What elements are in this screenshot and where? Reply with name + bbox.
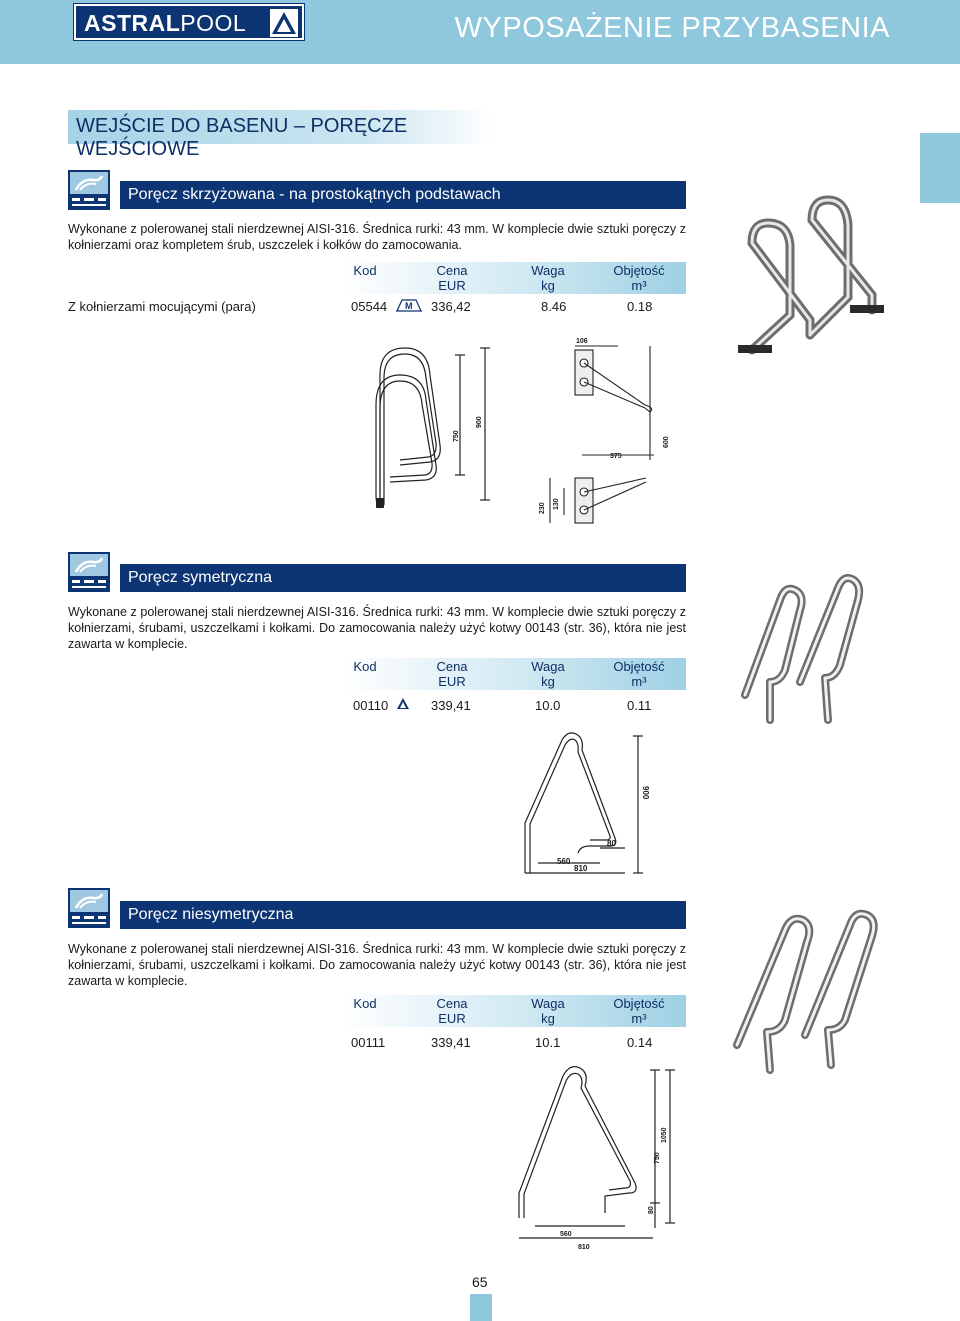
svg-text:600: 600	[663, 436, 670, 448]
svg-text:900: 900	[641, 786, 650, 800]
asymmetric-handrail-drawing	[505, 1058, 685, 1253]
th-weight: Waga kg	[531, 263, 565, 293]
row-label: Z kołnierzami mocującymi (para)	[68, 299, 256, 314]
crossed-handrail-photo	[730, 185, 900, 365]
th-code: Kod	[353, 659, 377, 674]
product-code: 00110	[353, 698, 389, 713]
price-table-header	[340, 658, 686, 690]
svg-text:750: 750	[654, 1152, 661, 1164]
svg-text:130: 130	[553, 498, 560, 510]
product-description: Wykonane z polerowanej stali nierdzewnej AISI-316. Średnica rurki: 43 mm. W komplecie dwie sztuki poręczy z kołnierzami oraz kompletem śrub, uszczelek i kołków do zamocowania.	[68, 222, 686, 252]
anchor-badge-icon	[396, 697, 410, 711]
page-heading	[68, 110, 494, 160]
svg-text:560: 560	[560, 1231, 572, 1238]
astralpool-logo	[74, 4, 304, 40]
product-weight: 10.1	[535, 1035, 561, 1050]
product-code: 05544	[351, 299, 388, 314]
th-weight: Waga kg	[531, 996, 565, 1026]
product-title-bar	[120, 564, 686, 592]
th-weight: Waga kg	[531, 659, 565, 689]
th-price: Cena EUR	[436, 263, 468, 293]
svg-text:810: 810	[578, 1244, 590, 1251]
page-number: 65	[472, 1274, 488, 1290]
product-price: 339,41	[431, 1035, 471, 1050]
product-description: Wykonane z polerowanej stali nierdzewnej AISI-316. Średnica rurki: 43 mm. W komplecie dwie sztuki poręczy z kołnierzami, śrubami, uszczelkami i kołkami. Do zamocowania należy użyć kotwy 00143 (str. 36), która nie jest zawarta w komplecie.	[68, 605, 686, 651]
th-price: Cena EUR	[436, 996, 468, 1026]
page-tab	[470, 1294, 492, 1321]
th-code: Kod	[353, 263, 377, 278]
svg-text:750: 750	[453, 430, 460, 442]
svg-text:810: 810	[574, 864, 588, 873]
svg-text:1050: 1050	[661, 1127, 668, 1143]
pool-product-icon	[68, 552, 110, 592]
product-price: 339,41	[431, 698, 471, 713]
section-title: WYPOSAŻENIE PRZYBASENIA	[454, 12, 890, 44]
top-bar	[0, 0, 960, 64]
svg-text:80: 80	[648, 1206, 655, 1214]
th-volume: Objętość m³	[613, 659, 665, 689]
th-volume: Objętość m³	[613, 996, 665, 1026]
logo-brand-bold: ASTRAL	[84, 10, 181, 36]
side-tab	[920, 133, 960, 203]
product-volume: 0.11	[627, 698, 652, 713]
product-volume: 0.14	[627, 1035, 653, 1050]
svg-text:560: 560	[557, 857, 571, 866]
product-title: Poręcz skrzyżowana - na prostokątnych podstawach	[128, 186, 501, 203]
price-table-header	[340, 262, 686, 294]
svg-text:230: 230	[539, 502, 546, 514]
product-code: 00111	[351, 1035, 386, 1050]
svg-text:375: 375	[610, 453, 622, 460]
product-description: Wykonane z polerowanej stali nierdzewnej AISI-316. Średnica rurki: 43 mm. W komplecie dwie sztuki poręczy z kołnierzami, śrubami, uszczelkami i kołkami. Do zamocowania należy użyć kotwy 00143 (str. 36), która nie jest zawarta w komplecie.	[68, 942, 686, 988]
product-weight: 10.0	[535, 698, 561, 713]
svg-text:80: 80	[607, 839, 616, 848]
svg-text:M: M	[405, 301, 413, 311]
th-volume: Objętość m³	[613, 263, 665, 293]
symmetric-handrail-drawing	[510, 728, 660, 878]
pool-product-icon	[68, 170, 110, 210]
product-title: Poręcz niesymetryczna	[128, 906, 294, 923]
asymmetric-handrail-photo	[725, 900, 895, 1080]
svg-text:900: 900	[476, 416, 483, 428]
product-weight: 8.46	[541, 299, 567, 314]
product-volume: 0.18	[627, 299, 653, 314]
symmetric-handrail-photo	[730, 570, 890, 735]
product-title: Poręcz symetryczna	[128, 569, 273, 586]
logo-text	[84, 11, 246, 35]
page-heading-text: WEJŚCIE DO BASENU – PORĘCZE WEJŚCIOWE	[76, 115, 408, 160]
mounting-badge-icon	[396, 297, 422, 313]
logo-triangle-icon	[270, 9, 298, 37]
th-price: Cena EUR	[436, 659, 468, 689]
price-table-header	[340, 995, 686, 1027]
logo-brand-light: POOL	[180, 10, 247, 36]
crossed-handrail-drawing	[350, 330, 680, 530]
pool-product-icon	[68, 888, 110, 928]
th-code: Kod	[353, 996, 377, 1011]
product-title-bar	[120, 901, 686, 929]
svg-text:106: 106	[576, 338, 588, 345]
product-price: 336,42	[431, 299, 471, 314]
product-title-bar	[120, 181, 686, 209]
